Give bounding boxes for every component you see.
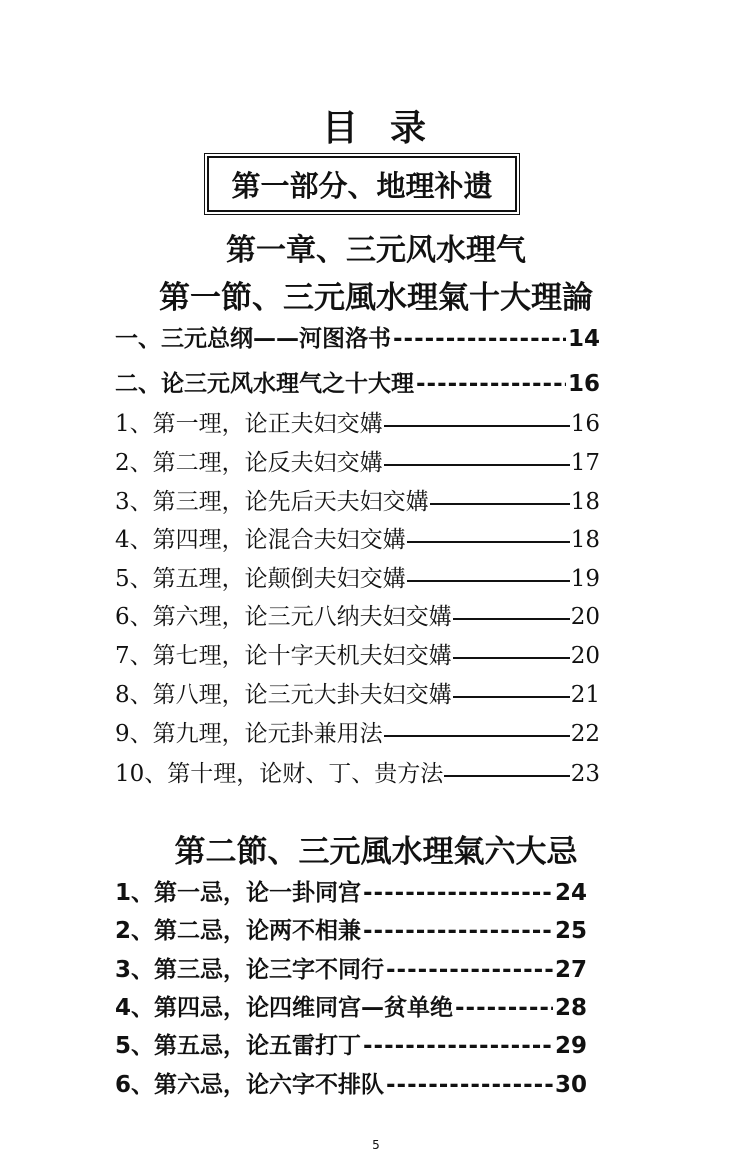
toc-entry[interactable] xyxy=(115,989,587,1022)
toc-entry[interactable] xyxy=(115,598,600,631)
toc-entry-label: 4、第四理，论混合夫妇交媾 xyxy=(115,527,406,553)
dot-leader xyxy=(363,880,553,906)
toc-entry[interactable] xyxy=(115,715,600,748)
toc-entry-page: 17 xyxy=(570,450,600,476)
line-leader xyxy=(430,503,570,505)
toc-entry-page: 30 xyxy=(554,1072,587,1098)
toc-entry-page: 16 xyxy=(567,371,600,397)
dot-leader xyxy=(363,1033,553,1059)
toc-entry[interactable] xyxy=(115,521,600,554)
toc-entry-page: 22 xyxy=(570,721,600,747)
toc-entry[interactable] xyxy=(115,912,587,945)
toc-entry[interactable] xyxy=(115,365,600,398)
toc-entry-page: 21 xyxy=(570,682,600,708)
toc-entry[interactable] xyxy=(115,951,587,984)
dot-leader xyxy=(455,995,553,1021)
toc-entry[interactable] xyxy=(115,483,600,516)
toc-entry-label: 2、第二忌，论两不相兼 xyxy=(115,918,362,944)
dot-leader xyxy=(416,371,566,397)
line-leader xyxy=(453,696,570,698)
toc-entry[interactable] xyxy=(115,405,600,438)
line-leader xyxy=(444,775,569,777)
toc-entry-label: 一、三元总纲——河图洛书 xyxy=(115,326,391,352)
toc-entry-label: 2、第二理，论反夫妇交媾 xyxy=(115,450,383,476)
toc-entry-page: 25 xyxy=(554,918,587,944)
toc-entry-page: 19 xyxy=(570,566,600,592)
toc-entry-page: 28 xyxy=(554,995,587,1021)
dot-leader xyxy=(386,1072,553,1098)
dot-leader xyxy=(393,326,566,352)
line-leader xyxy=(384,735,570,737)
toc-entry-label: 1、第一理，论正夫妇交媾 xyxy=(115,411,383,437)
toc-entry[interactable] xyxy=(115,560,600,593)
line-leader xyxy=(384,464,570,466)
dot-leader xyxy=(363,918,553,944)
toc-entry-page: 23 xyxy=(570,761,600,787)
toc-entry[interactable] xyxy=(115,637,600,670)
line-leader xyxy=(384,425,570,427)
toc-entry-label: 二、论三元风水理气之十大理 xyxy=(115,371,414,397)
toc-entry-page: 18 xyxy=(570,489,600,515)
toc-entry[interactable] xyxy=(115,676,600,709)
toc-entry-label: 5、第五忌，论五雷打丁 xyxy=(115,1033,362,1059)
toc-entry-page: 27 xyxy=(554,957,587,983)
toc-entry[interactable] xyxy=(115,444,600,477)
toc-entry-label: 7、第七理，论十字天机夫妇交媾 xyxy=(115,643,452,669)
toc-entry[interactable] xyxy=(115,874,587,907)
chapter-title: 第一章、三元风水理气 xyxy=(226,233,526,268)
dot-leader xyxy=(386,957,553,983)
line-leader xyxy=(407,541,570,543)
toc-entry-page: 20 xyxy=(570,604,600,630)
toc-entry-page: 16 xyxy=(570,411,600,437)
toc-entry-label: 1、第一忌，论一卦同宫 xyxy=(115,880,362,906)
page-title xyxy=(0,100,752,151)
toc-entry-page: 24 xyxy=(554,880,587,906)
title-right-char: 录 xyxy=(390,108,431,149)
section1-title: 第一節、三元風水理氣十大理論 xyxy=(159,280,593,316)
page-number: 5 xyxy=(372,1138,380,1152)
toc-entry[interactable] xyxy=(115,1027,587,1060)
toc-entry-label: 8、第八理，论三元大卦夫妇交媾 xyxy=(115,682,452,708)
toc-entry-page: 29 xyxy=(554,1033,587,1059)
toc-entry-label: 5、第五理，论颠倒夫妇交媾 xyxy=(115,566,406,592)
toc-entry[interactable] xyxy=(115,320,600,353)
toc-entry-label: 10、第十理，论财、丁、贵方法 xyxy=(115,761,444,787)
line-leader xyxy=(453,618,570,620)
toc-entry-label: 9、第九理，论元卦兼用法 xyxy=(115,721,383,747)
part-title-box xyxy=(207,156,517,212)
toc-entry-label: 6、第六忌，论六字不排队 xyxy=(115,1072,385,1098)
toc-entry-label: 6、第六理，论三元八纳夫妇交媾 xyxy=(115,604,452,630)
toc-entry-page: 14 xyxy=(567,326,600,352)
line-leader xyxy=(453,657,570,659)
toc-entry-page: 20 xyxy=(570,643,600,669)
title-left-char: 目 xyxy=(321,108,362,149)
toc-entry[interactable] xyxy=(115,1066,587,1099)
line-leader xyxy=(407,580,570,582)
toc-entry-label: 3、第三理，论先后天夫妇交媾 xyxy=(115,489,429,515)
toc-entry-page: 18 xyxy=(570,527,600,553)
toc-entry-label: 4、第四忌，论四维同宫—贫单绝 xyxy=(115,995,454,1021)
toc-entry[interactable] xyxy=(115,755,600,788)
toc-entry-label: 3、第三忌，论三字不同行 xyxy=(115,957,385,983)
section2-title: 第二節、三元風水理氣六大忌 xyxy=(174,834,578,870)
part-title: 第一部分、地理补遗 xyxy=(231,168,493,203)
